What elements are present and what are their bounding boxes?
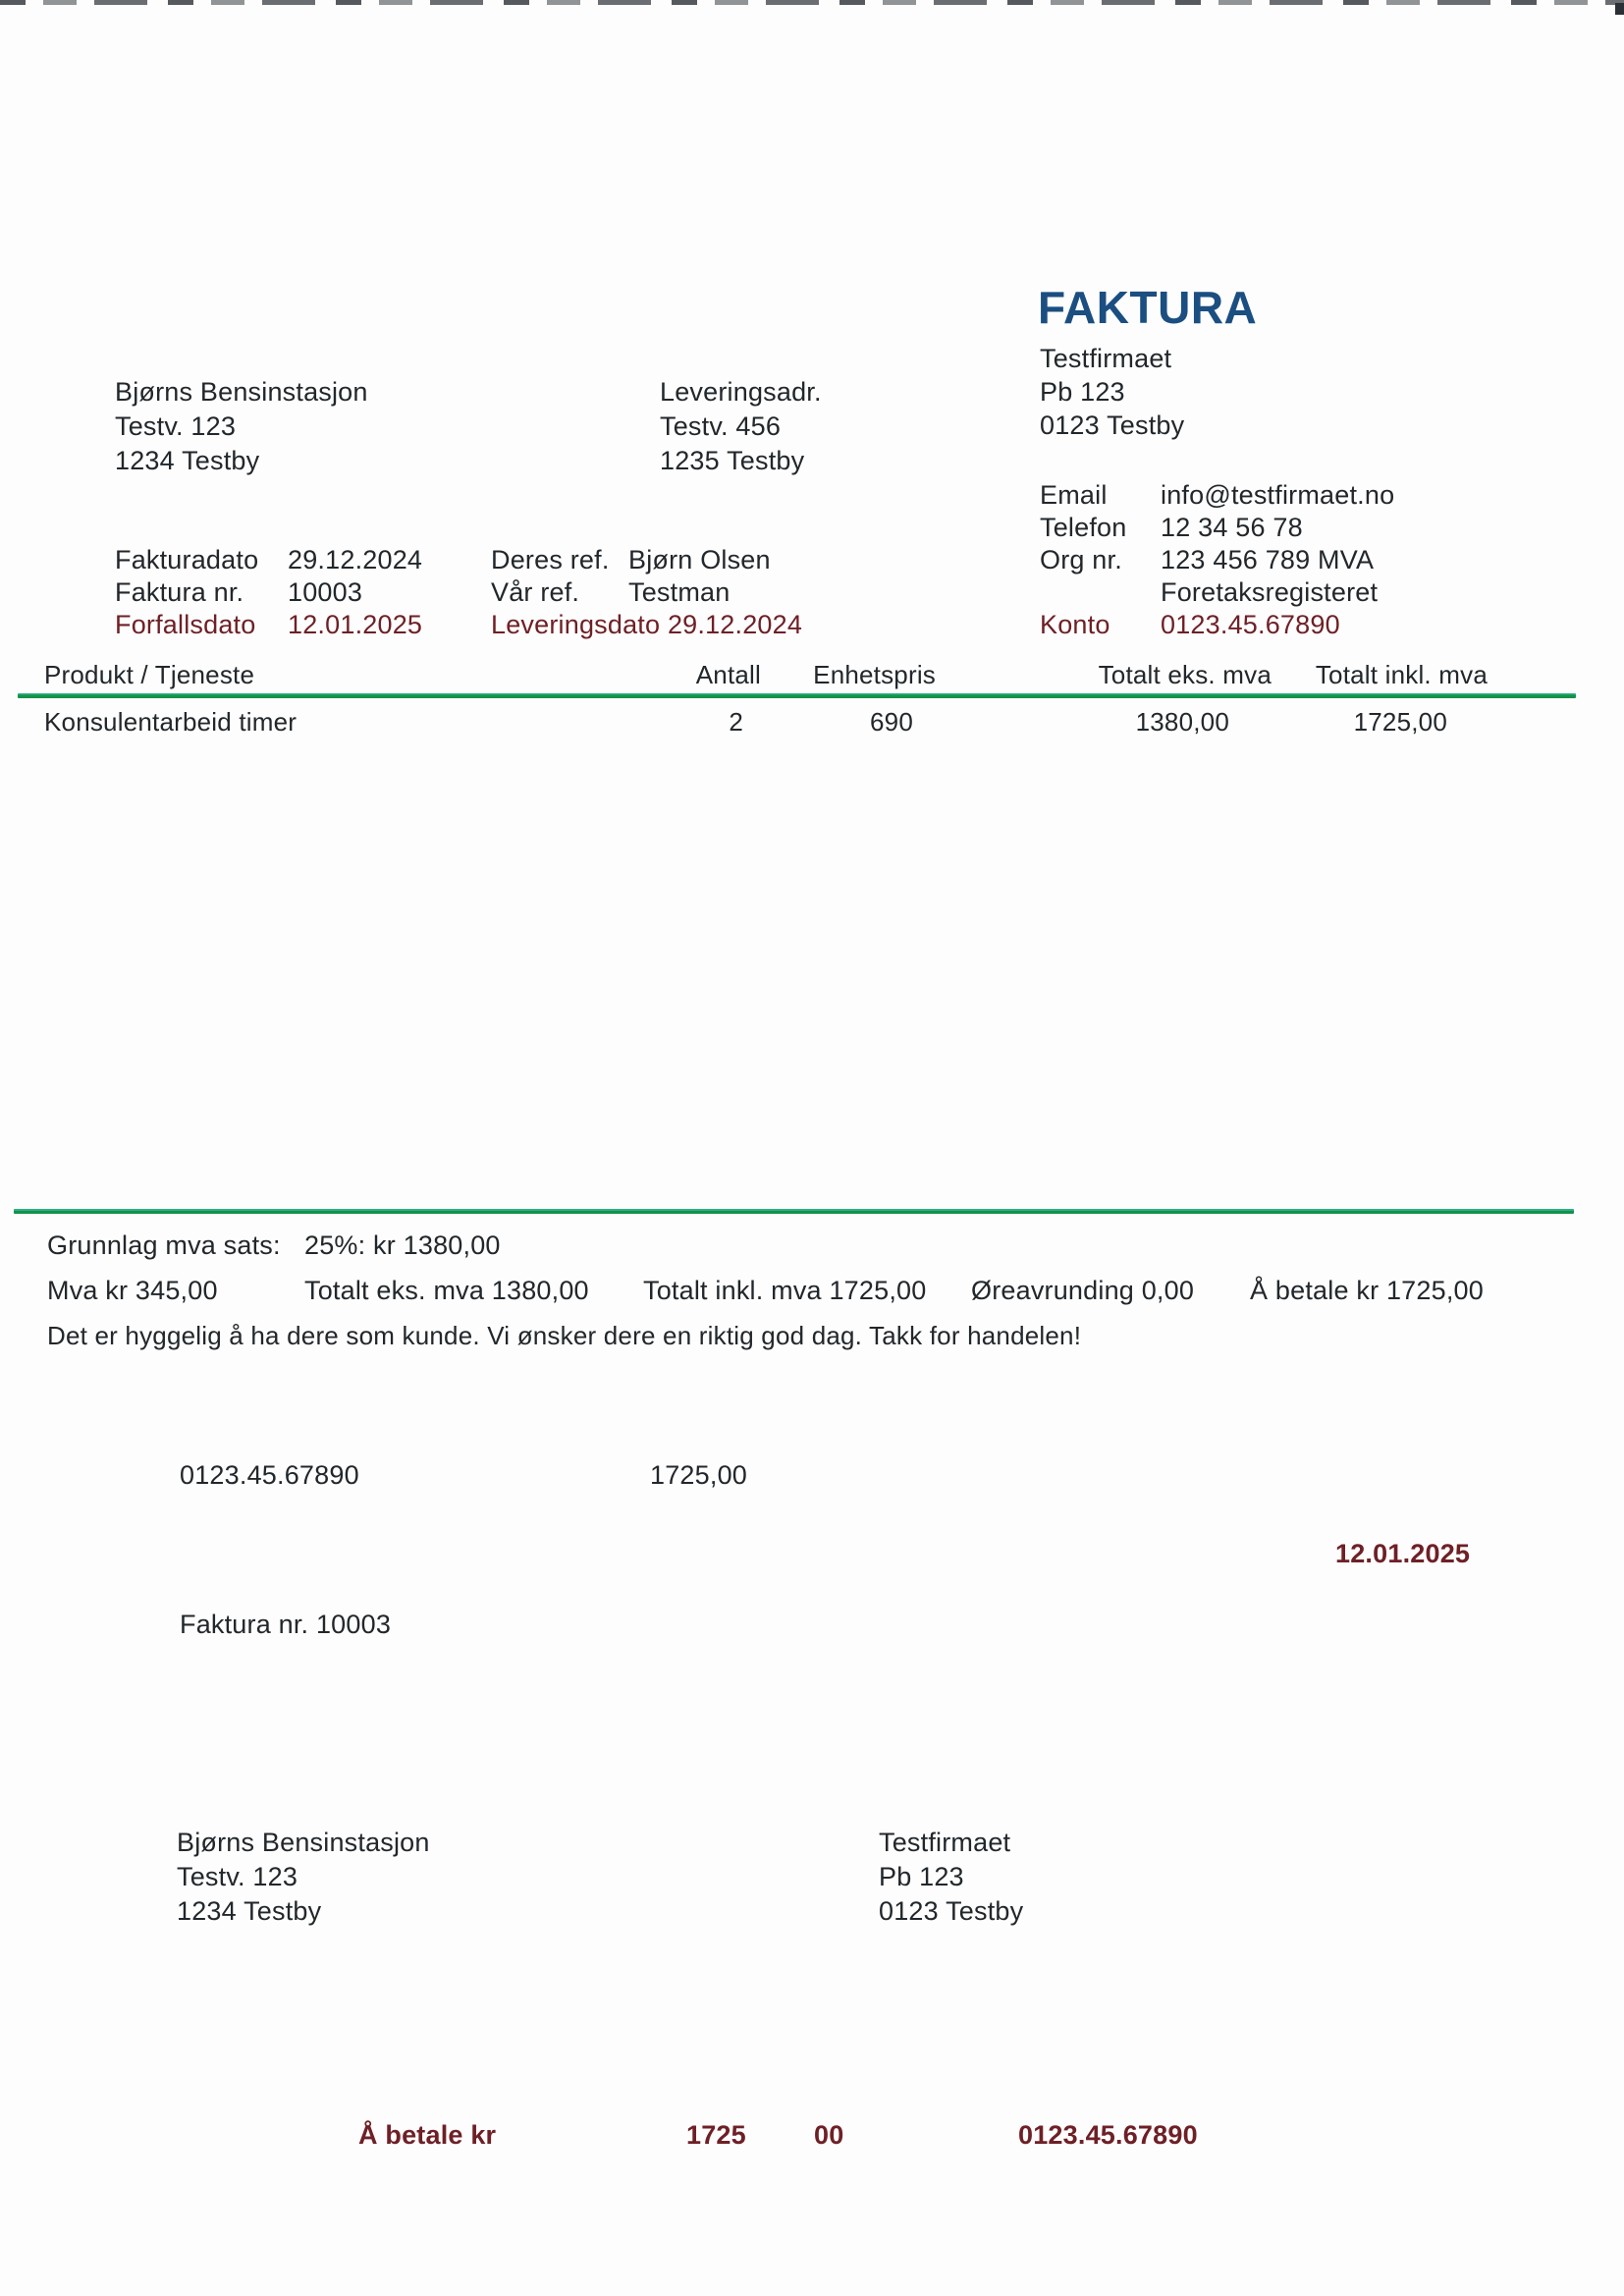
- table-header-total-ex: Totalt eks. mva: [1098, 660, 1272, 689]
- cell-qty: 2: [729, 707, 743, 737]
- giro-due-date: 12.01.2025: [1335, 1539, 1471, 1568]
- table-header-qty: Antall: [695, 660, 761, 689]
- cell-total-ex: 1380,00: [1135, 707, 1229, 737]
- recipient-line1: Testv. 123: [115, 411, 237, 441]
- konto-value: 0123.45.67890: [1161, 610, 1340, 639]
- invoice-date-label: Fakturadato: [115, 545, 259, 574]
- your-ref-value: Bjørn Olsen: [628, 545, 771, 574]
- table-header-rule: [18, 693, 1576, 698]
- invoice-no-row: [115, 576, 362, 608]
- konto-label: Konto: [1040, 610, 1110, 639]
- recipient-line2: 1234 Testby: [115, 446, 260, 475]
- delivery-date-row: [491, 609, 802, 640]
- orgnr-row: [1040, 544, 1374, 575]
- table-header-total-inc: Totalt inkl. mva: [1315, 660, 1488, 689]
- table-header-unitprice: Enhetspris: [813, 660, 936, 689]
- email-label: Email: [1040, 480, 1108, 510]
- vat-basis-value: 25%: kr 1380,00: [304, 1230, 501, 1260]
- summary-vat: Mva kr 345,00: [47, 1276, 218, 1305]
- thank-you-message: Det er hyggelig å ha dere som kunde. Vi ønsker dere en riktig god dag. Takk for handelen!: [47, 1321, 1082, 1350]
- email-row: [1040, 479, 1394, 511]
- invoice-title: FAKTURA: [1038, 282, 1258, 333]
- giro-amount-kr: 1725: [686, 2120, 746, 2150]
- due-date-value: 12.01.2025: [288, 610, 423, 639]
- giro-payee-line2: 0123 Testby: [879, 1896, 1024, 1926]
- giro-account: 0123.45.67890: [180, 1460, 359, 1490]
- giro-account-bottom: 0123.45.67890: [1018, 2120, 1198, 2150]
- recipient-name: Bjørns Bensinstasjon: [115, 377, 368, 407]
- your-ref-row: [491, 544, 771, 575]
- delivery-label: Leveringsadr.: [660, 377, 822, 407]
- sender-line2: 0123 Testby: [1040, 410, 1185, 440]
- cell-total-inc: 1725,00: [1353, 707, 1447, 737]
- orgnr-value: 123 456 789 MVA: [1161, 545, 1375, 574]
- sender-line1: Pb 123: [1040, 377, 1125, 407]
- scan-artifact-corner: [1615, 3, 1624, 15]
- sender-name: Testfirmaet: [1040, 344, 1172, 373]
- our-ref-row: [491, 576, 730, 608]
- cell-product: Konsulentarbeid timer: [44, 707, 298, 737]
- summary-total-inc: Totalt inkl. mva 1725,00: [643, 1276, 927, 1305]
- org-register: Foretaksregisteret: [1161, 577, 1379, 607]
- table-header-product: Produkt / Tjeneste: [44, 660, 255, 689]
- delivery-line1: Testv. 456: [660, 411, 782, 441]
- phone-label: Telefon: [1040, 513, 1127, 542]
- our-ref-label: Vår ref.: [491, 577, 580, 607]
- giro-payee-name: Testfirmaet: [879, 1828, 1011, 1857]
- invoice-date-row: [115, 544, 422, 575]
- invoice-no-value: 10003: [288, 577, 363, 607]
- giro-amount-ore: 00: [814, 2120, 844, 2150]
- delivery-date-label: Leveringsdato: [491, 610, 661, 639]
- giro-invoice-ref-value: 10003: [315, 1610, 392, 1639]
- giro-pay-label: Å betale kr: [358, 2120, 497, 2150]
- summary-total-ex: Totalt eks. mva 1380,00: [304, 1276, 589, 1305]
- giro-payer-line1: Testv. 123: [177, 1862, 298, 1891]
- phone-value: 12 34 56 78: [1161, 513, 1303, 542]
- invoice-date-value: 29.12.2024: [288, 545, 423, 574]
- vat-basis-label: Grunnlag mva sats:: [47, 1230, 281, 1260]
- konto-row: [1040, 609, 1340, 640]
- due-date-label: Forfallsdato: [115, 610, 256, 639]
- cell-unitprice: 690: [870, 707, 913, 737]
- delivery-date-value: 29.12.2024: [667, 610, 803, 639]
- giro-payee-line1: Pb 123: [879, 1862, 964, 1891]
- delivery-line2: 1235 Testby: [660, 446, 805, 475]
- scan-artifact-top-edge: [0, 0, 1624, 5]
- giro-payer-name: Bjørns Bensinstasjon: [177, 1828, 430, 1857]
- summary-to-pay: Å betale kr 1725,00: [1250, 1276, 1484, 1305]
- giro-amount: 1725,00: [650, 1460, 747, 1490]
- invoice-no-label: Faktura nr.: [115, 577, 244, 607]
- due-date-row: [115, 609, 422, 640]
- summary-rule: [14, 1209, 1574, 1214]
- our-ref-value: Testman: [628, 577, 731, 607]
- giro-invoice-ref-label: Faktura nr.: [180, 1610, 309, 1639]
- email-value: info@testfirmaet.no: [1161, 480, 1395, 510]
- summary-rounding: Øreavrunding 0,00: [971, 1276, 1195, 1305]
- giro-invoice-ref: [180, 1609, 391, 1640]
- phone-row: [1040, 512, 1303, 543]
- orgnr-label: Org nr.: [1040, 545, 1122, 574]
- giro-payer-line2: 1234 Testby: [177, 1896, 322, 1926]
- your-ref-label: Deres ref.: [491, 545, 610, 574]
